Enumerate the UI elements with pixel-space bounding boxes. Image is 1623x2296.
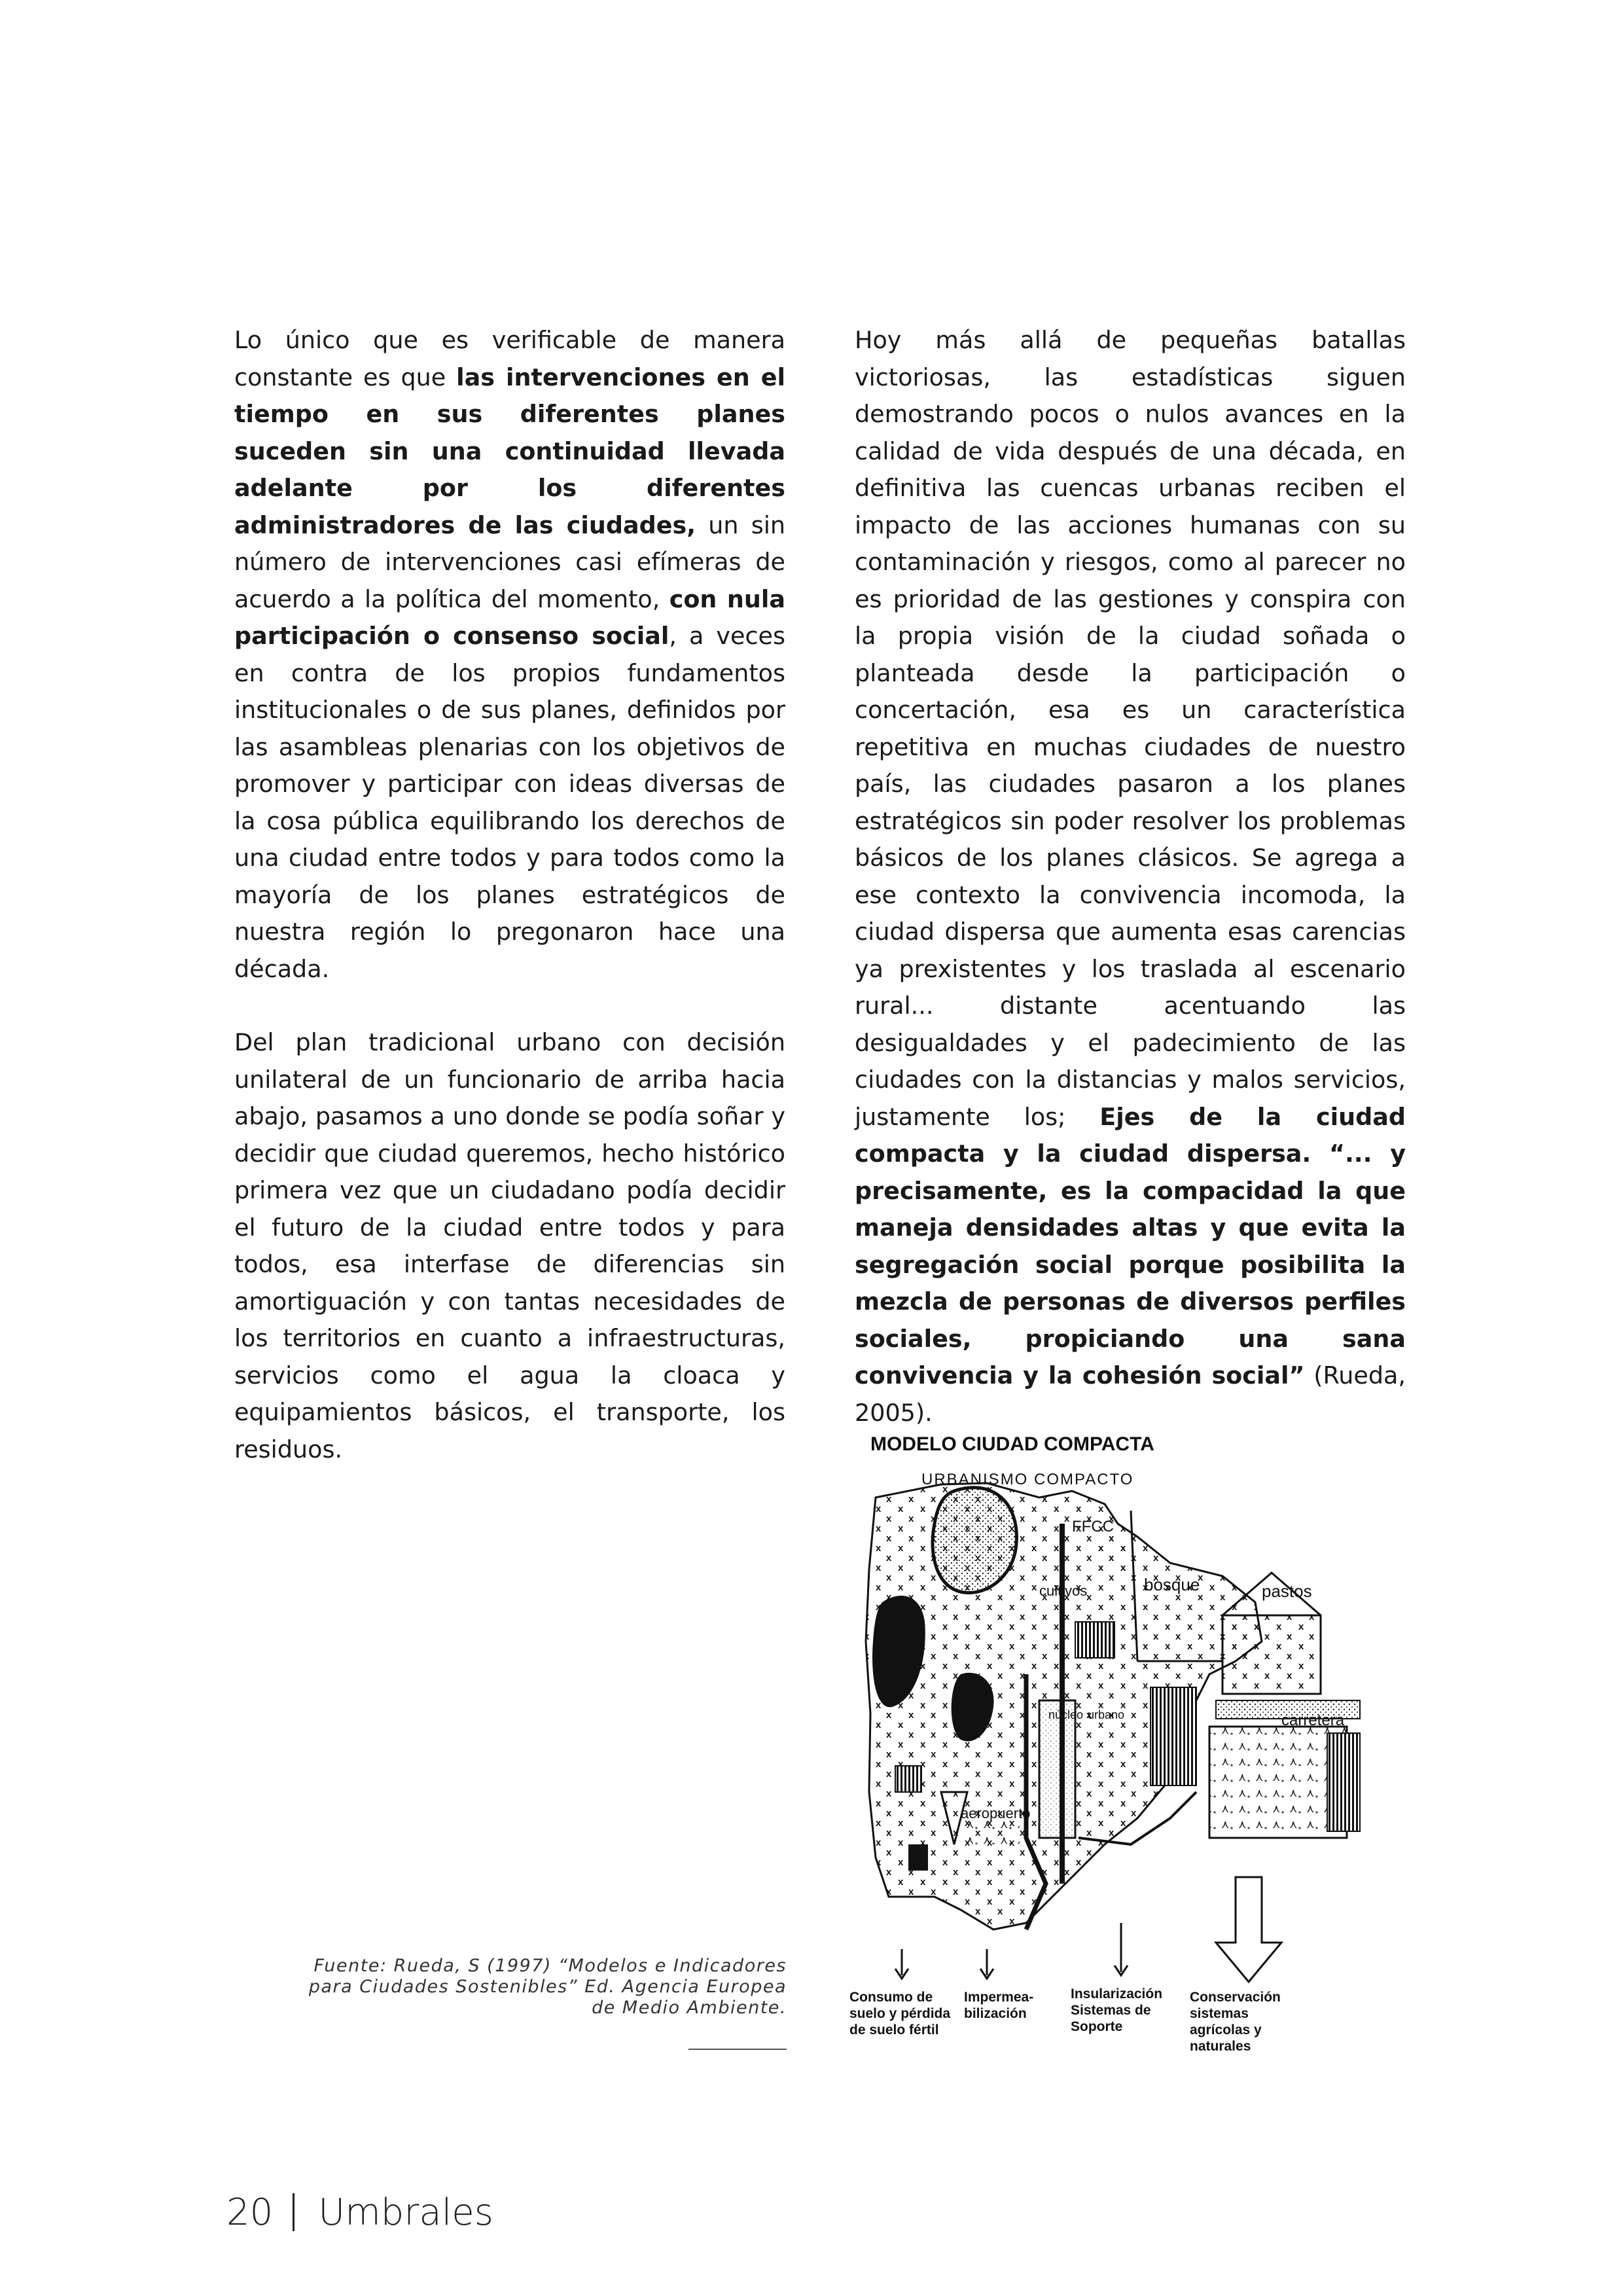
diagram-svg xyxy=(830,1426,1412,2073)
publication-name: Umbrales xyxy=(318,2191,493,2234)
figure-caption xyxy=(288,1956,787,2018)
label-ffcc: FFCC xyxy=(1072,1518,1114,1535)
left-paragraph-2 xyxy=(234,1024,785,1468)
label-nucleo: núcleo xyxy=(1048,1708,1084,1721)
compact-city-diagram xyxy=(830,1426,1412,2073)
right-column xyxy=(855,322,1406,1468)
label-cultivos: cultivos xyxy=(1039,1583,1088,1599)
label-urbano: urbano xyxy=(1088,1708,1125,1721)
left-column xyxy=(234,322,785,1505)
bottom-label-impermeabilizacion: Impermea- bilización xyxy=(964,1990,1034,2021)
text-run: Hoy más allá de pequeñas batallas victoriosas, las estadísticas siguen demostrando pocos o nulos avances en la calidad de vida después de una década, en definitiva las cuencas urbanas reciben el impacto de las acciones humanas con su contaminación y riesgos, como al parecer no es prioridad de las gestiones y conspira con la propia visión de la ciudad soñada o planteada desde la participación o concertación, esa es un característica repetitiva en muchas ciudades de nuestro país, las ciudades pasaron a los planes estratégicos sin poder resolver los problemas básicos de los planes clásicos. Se agrega a ese contexto la convivencia incomoda, la ciudad dispersa que aumenta esas carencias ya prexistentes y los traslada al escenario rural... distante acentuando las desigualdades y el padecimiento de las ciudades con la distancias y malos servicios, justamente los; xyxy=(855,326,1406,1131)
bottom-label-consumo: Consumo de suelo y pérdida de suelo fértil xyxy=(849,1990,951,2037)
label-pastos: pastos xyxy=(1262,1581,1312,1601)
label-bosque: bosque xyxy=(1144,1575,1200,1594)
page-footer xyxy=(226,2186,493,2238)
bold-text-run: con nula participación o consenso social xyxy=(234,584,786,650)
caption-rule xyxy=(688,2049,787,2050)
footer-divider xyxy=(293,2193,294,2231)
text-run: Lo único que es verificable de manera constante es que xyxy=(234,326,785,391)
label-carretera: carretera xyxy=(1281,1712,1345,1729)
text-run: un sin número de intervenciones casi efímeras de acuerdo a la política del momento, xyxy=(234,511,785,613)
bottom-label-conservacion: Conservación sistemas agrícolas y naturales xyxy=(1190,1990,1281,2054)
caption-line-2: para Ciudades Sostenibles” Ed. Agencia Europea xyxy=(308,1977,787,1997)
left-paragraph-1 xyxy=(234,322,785,988)
city-map xyxy=(866,1483,1360,1929)
diagram-title: MODELO CIUDAD COMPACTA xyxy=(870,1433,1154,1455)
right-paragraph-1 xyxy=(855,322,1406,1431)
text-run: Del plan tradicional urbano con decisión unilateral de un funcionario de arriba hacia abajo, pasamos a uno donde se podía soñar y decidir que ciudad queremos, hecho histórico primera vez que un ciudadano podía decidir el futuro de la ciudad entre todos y para todos, esa interfase de diferencias sin amortiguación y con tantas necesidades de los territorios en cuanto a infraestructuras, servicios como el agua la cloaca y equipamientos básicos, el transporte, los residuos. xyxy=(234,1028,785,1463)
label-aeropuerto: aeropuerto xyxy=(961,1805,1031,1821)
caption-line-3: de Medio Ambiente. xyxy=(592,1998,787,2018)
bold-text-run: Ejes de la ciudad compacta y la ciudad dispersa. “... y precisamente, es la compacidad la que maneja densidades altas y que evita la segregación social porque posibilita la mezcla de personas de diversos perfiles sociales, propiciando una sana convivencia y la cohesión social” xyxy=(855,1102,1406,1390)
text-run: , a veces en contra de los propios fundamentos institucionales o de sus planes, definidos por las asambleas plenarias con los objetivos de promover y participar con ideas diversas de la cosa pública equilibrando los derechos de una ciudad entre todos y para todos como la mayoría de los planes estratégicos de nuestra región lo pregonaron hace una década. xyxy=(234,622,785,983)
bottom-labels xyxy=(849,1986,1285,2054)
caption-line-1: Fuente: Rueda, S (1997) “Modelos e Indicadores xyxy=(313,1956,787,1976)
page-number: 20 xyxy=(226,2191,274,2234)
text-run: (Rueda, 2005). xyxy=(855,1361,1406,1427)
bold-text-run: las intervenciones en el tiempo en sus diferentes planes suceden sin una continuidad llevada adelante por los diferentes administradores de las ciudades, xyxy=(234,363,785,539)
bottom-label-insularizacion: Insularización Sistemas de Soporte xyxy=(1071,1986,1163,2034)
label-urbanismo-compacto: URBANISMO COMPACTO xyxy=(921,1471,1134,1488)
